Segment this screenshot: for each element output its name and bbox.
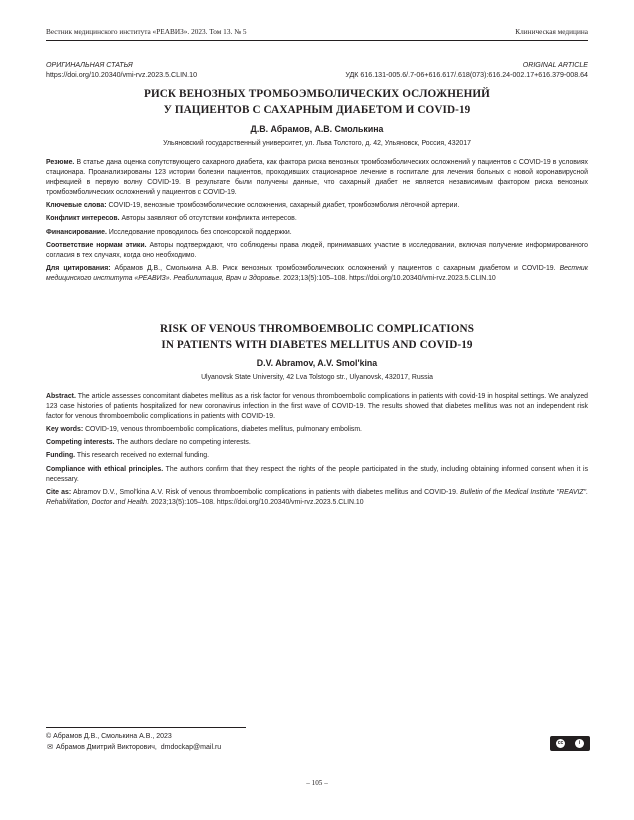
funding-en: [46, 451, 588, 461]
running-header: [46, 27, 588, 41]
by-icon: i: [575, 739, 584, 748]
abstract-ru-text: В статье дана оценка сопутствующего сахарного диабета, как фактора риска венозных тромбоэмболических осложнений у пациентов с COVID-19 в условиях стационара. Проанализированы 123 истории болезни пациентов, проходивших стационарное лечение в госпитале для лечения больных с новой коронавирусной инфекцией в первую волну COVID-19. В результате были получены данные, что сахарный диабет не является независимым фактором риска венозных тромбоэмболических осложнений у пациентов с COVID-19.: [46, 159, 588, 197]
abstract-en: [46, 392, 588, 422]
citation-en: [46, 488, 588, 508]
corresponding-email[interactable]: dmdockap@mail.ru: [160, 744, 222, 751]
keywords-en-text: COVID-19, venous thromboembolic complications, diabetes mellitus, pulmonary embolism.: [85, 426, 362, 434]
ethics-ru: [46, 241, 588, 261]
abstract-en-label: Abstract.: [46, 393, 76, 400]
footer-divider: [46, 727, 246, 728]
ethics-en-label: Compliance with ethical principles.: [46, 465, 164, 473]
citation-en-journal: Bulletin of the Medical Institute "REAVIZ". Rehabilitation, Doctor and Health.: [46, 488, 588, 506]
conflict-en: [46, 438, 588, 448]
citation-en-label: Cite as:: [46, 488, 72, 496]
udk-code: УДК 616.131-005.6/.7-06+616.617/.618(073):616.24-002.17+616.379-008.64: [345, 71, 588, 79]
title-en-line2: IN PATIENTS WITH DIABETES MELLITUS AND COVID-19: [161, 339, 473, 351]
abstract-en-text: The article assesses concomitant diabetes mellitus as a risk factor for venous thromboembolic complications in patients with covid-19 in hospital settings. We analyzed 123 case histories of patients hospitalized for new coronavirus infection in the first wave of COVID-19. The results showed that diabetes mellitus was not an independent risk factor for venous thromboembolic complications in patients with COVID-19.: [46, 393, 588, 421]
citation-ru: [46, 264, 588, 284]
keywords-ru-label: Ключевые слова:: [46, 202, 107, 210]
abstract-ru-block: [46, 158, 588, 287]
corresponding-author: [46, 742, 221, 753]
citation-en-text: Abramov D.V., Smol'kina A.V. Risk of venous thromboembolic complications in patients with diabetes mellitus and COVID-19.: [72, 488, 458, 496]
ethics-ru-label: Соответствие нормам этики.: [46, 241, 147, 249]
funding-ru: [46, 228, 588, 238]
conflict-en-label: Competing interests.: [46, 439, 115, 447]
citation-ru-label: Для цитирования:: [46, 264, 111, 272]
citation-ru-tail: 2023;13(5):105–108. https://doi.org/10.20340/vmi-rvz.2023.5.CLIN.10: [283, 274, 496, 282]
citation-ru-journal: Вестник медицинского института «РЕАВИЗ». Реабилитация, Врач и Здоровье.: [46, 264, 588, 282]
footer: [46, 731, 221, 753]
title-en-line1: RISK OF VENOUS THROMBOEMBOLIC COMPLICATIONS: [159, 323, 475, 335]
keywords-ru: [46, 201, 588, 211]
journal-name: Вестник медицинского института «РЕАВИЗ». 2023. Том 13. № 5: [46, 27, 247, 36]
cc-icon: cc: [557, 740, 564, 746]
funding-ru-label: Финансирование.: [46, 228, 107, 236]
envelope-icon: ✉: [47, 744, 53, 751]
cc-by-icon: [550, 736, 590, 751]
title-ru-line2: У ПАЦИЕНТОВ С САХАРНЫМ ДИАБЕТОМ И COVID-19: [163, 104, 471, 116]
abstract-en-block: [46, 392, 588, 511]
title-en: [46, 321, 588, 353]
corresponding-name: Абрамов Дмитрий Викторович,: [55, 744, 157, 751]
abstract-ru-label: Резюме.: [46, 159, 75, 166]
affiliation-ru: Ульяновский государственный университет, ул. Льва Толстого, д. 42, Ульяновск, Россия, 432017: [163, 140, 471, 147]
keywords-ru-text: COVID-19, венозные тромбоэмболические осложнения, сахарный диабет, тромбоэмболия лёгочной артерии.: [108, 202, 460, 210]
funding-en-text: This research received no external funding.: [76, 452, 210, 460]
conflict-en-text: The authors declare no competing interests.: [116, 439, 251, 447]
article-type-en: ORIGINAL ARTICLE: [522, 61, 588, 69]
abstract-ru: [46, 158, 588, 198]
funding-en-label: Funding.: [46, 452, 76, 460]
ethics-en-text: The authors confirm that they respect the rights of the people participated in the study, including obtaining informed consent when it is necessary.: [46, 465, 589, 483]
title-ru: [46, 86, 588, 118]
citation-ru-text: Абрамов Д.В., Смолькина А.В. Риск венозных тромбоэмболических осложнений у пациентов с сахарным диабетом и COVID-19.: [114, 264, 556, 272]
ethics-ru-text: Авторы подтверждают, что соблюдены права людей, принимавших участие в исследовании, включая получение информированного согласия в тех случаях, когда оно необходимо.: [46, 241, 588, 259]
conflict-ru-label: Конфликт интересов.: [46, 215, 120, 223]
keywords-en-label: Key words:: [46, 426, 84, 434]
copyright: © Абрамов Д.В., Смолькина А.В., 2023: [46, 733, 172, 740]
page-number: – 105 –: [306, 779, 328, 787]
conflict-ru-text: Авторы заявляют об отсутствии конфликта интересов.: [121, 215, 297, 223]
keywords-en: [46, 425, 588, 435]
ethics-en: [46, 465, 588, 485]
conflict-ru: [46, 214, 588, 224]
authors-en: D.V. Abramov, A.V. Smol'kina: [256, 358, 378, 368]
doi-link[interactable]: https://doi.org/10.20340/vmi-rvz.2023.5.CLIN.10: [46, 71, 198, 79]
article-meta: [46, 60, 588, 80]
citation-en-tail: 2023;13(5):105–108. https://doi.org/10.20340/vmi-rvz.2023.5.CLIN.10: [150, 498, 364, 506]
affiliation-en: Ulyanovsk State University, 42 Lva Tolstogo str., Ulyanovsk, 432017, Russia: [201, 374, 433, 381]
article-type-ru: ОРИГИНАЛЬНАЯ СТАТЬЯ: [46, 61, 133, 69]
section-name: Клиническая медицина: [515, 27, 588, 36]
funding-ru-text: Исследование проводилось без спонсорской поддержки.: [108, 228, 292, 236]
authors-ru: Д.В. Абрамов, А.В. Смолькина: [250, 124, 384, 134]
title-ru-line1: РИСК ВЕНОЗНЫХ ТРОМБОЭМБОЛИЧЕСКИХ ОСЛОЖНЕНИЙ: [144, 88, 490, 100]
